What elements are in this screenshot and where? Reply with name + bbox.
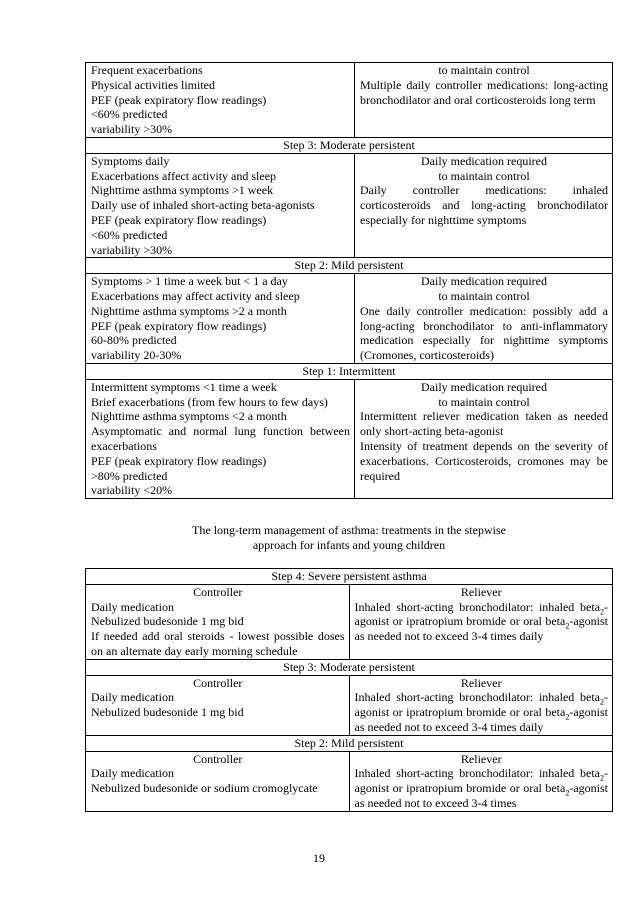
treatment-text: One daily controller medication: possibly add a long-acting bronchodilator to anti-inflammatory medication especially for nighttime symptoms (Cromones, corticosteroids) — [360, 303, 608, 363]
step-header-row — [86, 569, 613, 585]
step-header-row — [86, 258, 613, 274]
symptom-line: PEF (peak expiratory flow readings) — [91, 212, 267, 227]
symptom-line: Exacerbations affect activity and sleep — [91, 168, 277, 183]
controller-line: Nebulized budesonide 1 mg bid — [91, 614, 244, 629]
reliever-heading: Reliever — [460, 751, 502, 766]
table-row — [86, 63, 613, 138]
reliever-text-part: -agonist as needed not to exceed 3-4 times — [354, 781, 608, 810]
subscript: 2 — [565, 621, 570, 631]
symptom-line: Intermittent symptoms <1 time a week — [91, 379, 277, 394]
symptom-line: variability >30% — [91, 242, 173, 257]
symptom-line: Symptoms > 1 time a week but < 1 a day — [91, 274, 288, 289]
symptom-line: Frequent exacerbations — [91, 63, 203, 77]
step-header-row — [86, 137, 613, 153]
reliever-text-part: Inhaled short-acting bronchodilator: inhaled beta — [354, 690, 600, 705]
symptom-line: Nighttime asthma symptoms >1 week — [91, 183, 274, 198]
symptom-line: variability 20-30% — [91, 348, 182, 363]
symptom-line: Daily use of inhaled short-acting beta-agonists — [91, 198, 315, 213]
symptom-line: Symptoms daily — [91, 153, 170, 168]
symptom-line: Asymptomatic and normal lung function between exacerbations — [91, 424, 350, 453]
controller-line: Nebulized budesonide 1 mg bid — [91, 705, 244, 720]
severity-cell — [86, 379, 355, 498]
treatment-heading: to maintain control — [438, 394, 530, 409]
treatment-heading: to maintain control — [438, 63, 530, 77]
subscript: 2 — [600, 773, 604, 783]
table-row — [86, 274, 613, 364]
reliever-text-part: Inhaled short-acting bronchodilator: inhaled beta — [354, 766, 600, 781]
treatment-heading: Daily medication required — [421, 153, 547, 168]
symptom-line: variability >30% — [91, 122, 173, 137]
table-row — [86, 675, 613, 735]
reliever-text-part: -agonist or ipratropium bromide or oral beta — [354, 766, 608, 796]
controller-cell — [86, 675, 350, 735]
treatment-text: Intensity of treatment depends on the severity of exacerbations. Corticosteroids, cromones may be required — [360, 438, 608, 483]
treatment-heading: to maintain control — [438, 288, 530, 303]
step-header-row — [86, 363, 613, 379]
symptom-line: <60% predicted — [91, 227, 168, 242]
reliever-text — [355, 766, 609, 810]
reliever-cell — [349, 584, 613, 659]
reliever-text-part: -agonist or ipratropium bromide or oral beta — [354, 599, 608, 629]
symptom-line: Nighttime asthma symptoms <2 a month — [91, 409, 287, 424]
step-header-row — [86, 659, 613, 675]
reliever-text-part: Inhaled short-acting bronchodilator: inhaled beta — [354, 599, 600, 614]
severity-cell — [86, 153, 355, 258]
symptom-line: <60% predicted — [91, 107, 168, 122]
caption-line: approach for infants and young children — [252, 538, 446, 552]
subscript: 2 — [600, 606, 604, 616]
table-row — [86, 584, 613, 659]
symptom-line: PEF (peak expiratory flow readings) — [91, 92, 267, 107]
symptom-line: >80% predicted — [91, 468, 168, 483]
reliever-text — [355, 600, 609, 644]
table-row — [86, 751, 613, 811]
symptom-line: Exacerbations may affect activity and sleep — [91, 288, 300, 303]
treatment-text: Intermittent reliever medication taken as needed only short-acting beta-agonist — [360, 409, 608, 439]
subscript: 2 — [565, 712, 570, 722]
controller-cell — [86, 584, 350, 659]
table-caption — [85, 523, 613, 553]
subscript: 2 — [565, 788, 570, 798]
reliever-text — [355, 690, 609, 734]
step-header-row — [86, 735, 613, 751]
controller-heading: Controller — [193, 675, 243, 690]
controller-line: If needed add oral steroids - lowest possible doses on an alternate day early morning schedule — [91, 629, 345, 658]
reliever-cell — [349, 675, 613, 735]
treatment-heading: to maintain control — [438, 168, 530, 183]
controller-line: Daily medication — [91, 599, 174, 614]
subscript: 2 — [600, 697, 604, 707]
symptom-line: 60-80% predicted — [91, 333, 177, 348]
treatment-cell — [355, 153, 613, 258]
controller-line: Daily medication — [91, 690, 174, 705]
reliever-heading: Reliever — [460, 584, 502, 599]
stepwise-treatment-table — [85, 568, 613, 812]
step-title: Step 4: Severe persistent asthma — [86, 569, 613, 585]
page-number: 19 — [313, 851, 325, 865]
step-title: Step 3: Moderate persistent — [86, 137, 613, 153]
reliever-cell — [349, 751, 613, 811]
controller-line: Daily medication — [91, 766, 174, 781]
step-title: Step 2: Mild persistent — [86, 258, 613, 274]
step-title: Step 1: Intermittent — [86, 363, 613, 379]
controller-cell — [86, 751, 350, 811]
step-title: Step 2: Mild persistent — [86, 735, 613, 751]
caption-line: The long-term management of asthma: treatments in the stepwise — [192, 523, 506, 537]
symptom-line: PEF (peak expiratory flow readings) — [91, 453, 267, 468]
treatment-cell — [355, 274, 613, 364]
table-row — [86, 153, 613, 258]
symptom-line: Physical activities limited — [91, 77, 215, 92]
severity-table — [85, 62, 613, 499]
treatment-cell — [355, 379, 613, 498]
reliever-text-part: -agonist as needed not to exceed 3-4 times daily — [354, 614, 608, 644]
reliever-text-part: -agonist or ipratropium bromide or oral beta — [354, 690, 608, 720]
treatment-cell — [355, 63, 613, 138]
controller-line: Nebulized budesonide or sodium cromoglycate — [91, 781, 318, 796]
treatment-text: Multiple daily controller medications: long-acting bronchodilator and oral corticosteroids long term — [360, 77, 608, 107]
symptom-line: Brief exacerbations (from few hours to few days) — [91, 394, 328, 409]
symptom-line: PEF (peak expiratory flow readings) — [91, 318, 267, 333]
severity-cell — [86, 274, 355, 364]
severity-cell — [86, 63, 355, 138]
reliever-heading: Reliever — [460, 675, 502, 690]
step-title: Step 3: Moderate persistent — [86, 659, 613, 675]
reliever-text-part: -agonist as needed not to exceed 3-4 times daily — [354, 705, 608, 734]
treatment-text: Daily controller medications: inhaled corticosteroids and long-acting bronchodilator especially for nighttime symptoms — [360, 183, 608, 227]
table-row — [86, 379, 613, 498]
controller-heading: Controller — [193, 751, 243, 766]
treatment-heading: Daily medication required — [421, 274, 547, 289]
treatment-heading: Daily medication required — [421, 379, 547, 394]
controller-heading: Controller — [193, 584, 243, 599]
symptom-line: variability <20% — [91, 483, 173, 498]
symptom-line: Nighttime asthma symptoms >2 a month — [91, 303, 287, 318]
